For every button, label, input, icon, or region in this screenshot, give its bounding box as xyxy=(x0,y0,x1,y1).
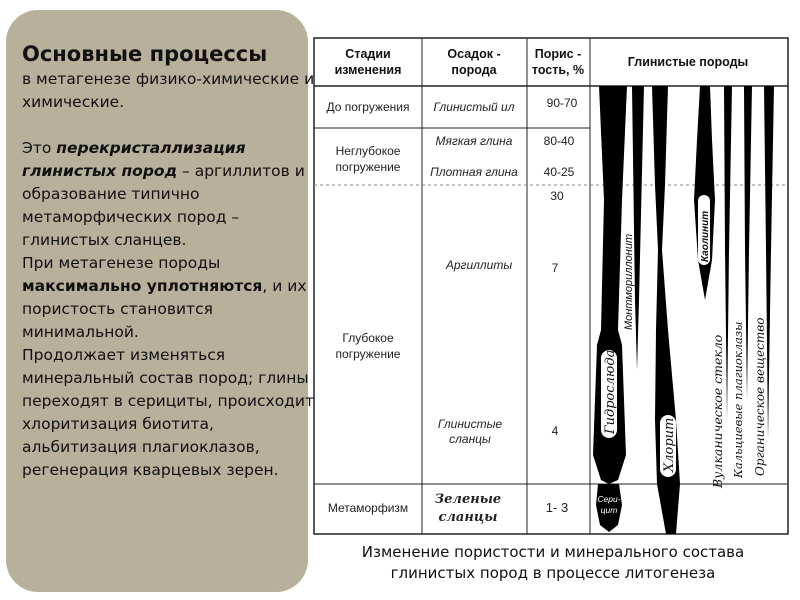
panel-paragraph-3: При метагенезе породы максимально уплотняются, и их пористость становится минимальной. xyxy=(22,254,307,341)
porosity-value: 90-70 xyxy=(546,96,578,110)
header-clay-rocks: Глинистые породы xyxy=(627,55,749,69)
sediment-dense-clay: Плотная глина xyxy=(430,165,518,179)
panel-line1: в метагенезе физико-химические и химические. xyxy=(22,70,315,111)
header-porosity-2: тость, % xyxy=(531,63,585,77)
stage-before-burial: До погружения xyxy=(326,100,410,114)
emphasis-recrystallization: перекристаллизация глинистых пород xyxy=(22,139,246,180)
sediment-argillites: Аргиллиты xyxy=(445,258,513,272)
label-chlorite: Хлорит xyxy=(662,417,677,472)
header-sediment-2: порода xyxy=(451,63,497,77)
label-hydromica: Гидрослюда xyxy=(603,349,618,434)
sediment-green-shale-2: сланцы xyxy=(438,510,498,525)
porosity-value: 30 xyxy=(550,189,564,203)
sediment-green-shale-1: Зеленые xyxy=(434,492,502,507)
label-ca-plagioclase: Кальциевые плагиоклазы xyxy=(731,321,745,478)
porosity-value: 4 xyxy=(551,424,559,438)
label-volcanic-glass: Вулканическое стекло xyxy=(710,334,725,488)
caption-line-2: глинистых пород в процессе литогенеза xyxy=(390,564,716,582)
header-porosity-1: Порис - xyxy=(534,47,582,61)
sediment-clay-shale-2: сланцы xyxy=(449,432,491,446)
sediment-clay-silt: Глинистый ил xyxy=(433,100,515,114)
stage-metamorphism: Метаморфизм xyxy=(327,501,409,515)
caption-line-1: Изменение пористости и минерального состава xyxy=(361,543,745,561)
sediment-clay-shale-1: Глинистые xyxy=(437,417,503,431)
stage-deep-1: Глубокое xyxy=(342,331,394,345)
emphasis-compaction: максимально уплотняются xyxy=(22,277,263,295)
stage-deep-2: погружение xyxy=(335,347,401,361)
header-stage-2: изменения xyxy=(334,63,402,77)
porosity-value: 80-40 xyxy=(543,134,575,148)
label-montmorillonite: Монтмориллонит xyxy=(623,233,635,330)
header-sediment-1: Осадок - xyxy=(447,47,501,61)
stage-shallow-1: Неглубокое xyxy=(335,144,401,158)
stage-shallow-2: погружение xyxy=(335,160,401,174)
panel-paragraph-4: Продолжает изменяться минеральный состав пород; глины переходят в серициты, происходит хлоритизация биотита, альбитизация плагиоклазов, регенерация кварцевых зерен. xyxy=(22,346,315,479)
header-stage-1: Стадии xyxy=(345,47,391,61)
figure-caption xyxy=(318,542,788,584)
kaolinite-shape xyxy=(694,86,715,300)
label-sericite-2: цит xyxy=(600,505,618,515)
panel-paragraph-2: Это перекристаллизация глинистых пород – аргиллитов и образование типично метаморфических пород – глинистых сланцев. xyxy=(22,139,305,249)
porosity-value: 40-25 xyxy=(543,165,575,179)
ca-plagioclase-shape xyxy=(744,86,752,400)
label-organic-matter: Органическое вещество xyxy=(753,317,767,476)
label-sericite-1: Сери- xyxy=(597,494,621,504)
porosity-value: 7 xyxy=(551,261,559,275)
sediment-soft-clay: Мягкая глина xyxy=(435,134,513,148)
label-kaolinite: Каолинит xyxy=(700,210,711,262)
porosity-value: 1- 3 xyxy=(545,500,569,515)
panel-heading: Основные процессы xyxy=(22,42,268,66)
